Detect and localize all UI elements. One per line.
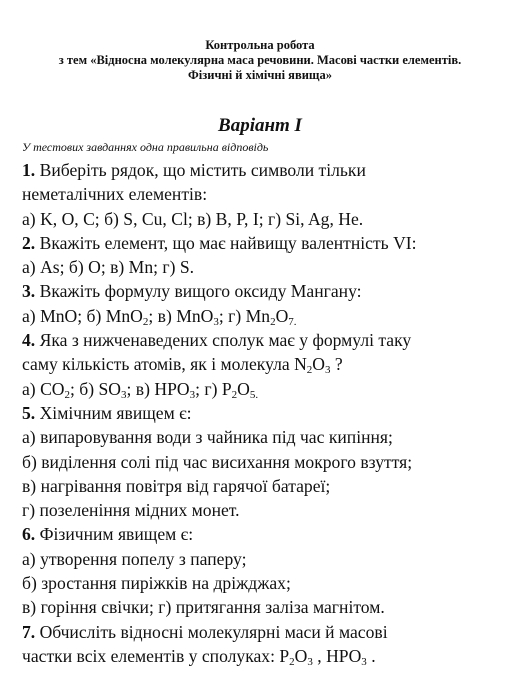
question-5-option-b: б) виділення солі під час висихання мокрого взуття;: [22, 451, 413, 472]
question-3-number: 3.: [22, 281, 36, 302]
question-5-text: 5. Хімічним явищем є:: [22, 402, 192, 423]
question-4-text-line-1: 4. Яка з нижченаведених сполук має у формулі таку: [22, 330, 412, 351]
instruction-note: У тестових завданнях одна правильна відповідь: [22, 140, 269, 154]
question-5-option-d: г) позеленіння мідних монет.: [22, 500, 240, 521]
header-topic-line-2: Фізичні й хімічні явища»: [188, 68, 332, 82]
question-3-text: 3. Вкажіть формулу вищого оксиду Мангану:: [22, 281, 362, 302]
question-4-options: а) $CO_2$; б) $SO_3$; в) $HPO_3$; г) $P_2O_{5.}$: [22, 378, 259, 401]
question-1-options: а) K, O, C; б) S, Cu, Cl; в) B, P, I; г) Si, Ag, He.: [22, 208, 364, 229]
question-4-text-line-2: саму кількість атомів, як і молекула $N_2O_3$ ?: [22, 354, 343, 377]
question-7-text-line-1: 7. Обчисліть відносні молекулярні маси й масові: [22, 621, 388, 642]
question-2-options: а) As; б) O; в) Mn; г) S.: [22, 257, 195, 278]
test-header: [0, 38, 520, 83]
header-title: Контрольна робота: [205, 38, 315, 52]
question-1-number: 1.: [22, 160, 36, 180]
question-1-text-line-2: неметалічних елементів:: [22, 184, 208, 205]
variant-title: Варіант І: [218, 115, 302, 136]
question-2-number: 2.: [22, 232, 36, 253]
header-topic-line-1: з тем «Відносна молекулярна маса речовини. Масові частки елементів.: [58, 53, 462, 67]
question-7-text-line-2: частки всіх елементів у сполуках: $P_2O_3$ , $HPO_3$ .: [22, 645, 376, 668]
question-4-number: 4.: [22, 330, 36, 351]
question-2-text: 2. Вкажіть елемент, що має найвищу валентність VI:: [22, 232, 417, 253]
questions: [22, 158, 517, 668]
question-7-number: 7.: [22, 621, 36, 642]
question-5-number: 5.: [22, 402, 36, 423]
question-1-text-line-1: 1. Виберіть рядок, що містить символи тільки: [22, 160, 366, 180]
question-6-number: 6.: [22, 524, 36, 545]
question-5-option-c: в) нагрівання повітря від гарячої батареї;: [22, 475, 331, 496]
question-6-option-c-d: в) горіння свічки; г) притягання заліза магнітом.: [22, 597, 385, 618]
question-5-option-a: а) випаровування води з чайника під час кипіння;: [22, 427, 393, 448]
question-3-options: а) MnO; б) MnO$_2$; в) MnO$_3$; г) $Mn_2O_{7.}$: [22, 305, 297, 328]
question-6-option-a: а) утворення попелу з паперу;: [22, 548, 247, 569]
question-6-text: 6. Фізичним явищем є:: [22, 524, 194, 545]
question-6-option-b: б) зростання пиріжків на дріжджах;: [22, 573, 291, 594]
